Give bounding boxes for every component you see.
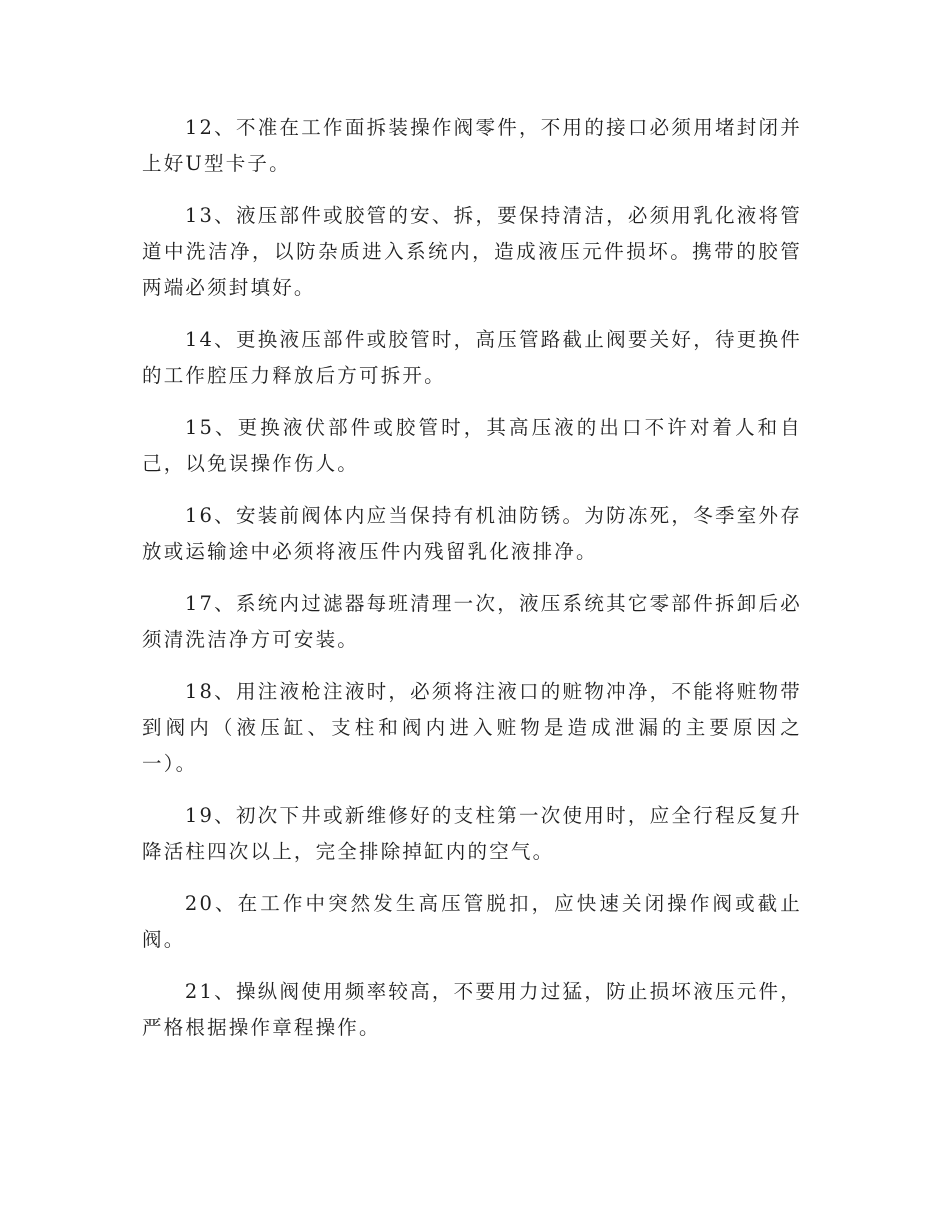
paragraph-15: 15、更换液伏部件或胶管时，其高压液的出口不许对着人和自己，以免误操作伤人。 — [142, 416, 802, 475]
paragraph-17: 17、系统内过滤器每班清理一次，液压系统其它零部件拆卸后必须清洗洁净方可安装。 — [142, 592, 802, 651]
paragraph-14: 14、更换液压部件或胶管时，高压管路截止阀要关好，待更换件的工作腔压力释放后方可拆开。 — [142, 328, 802, 387]
paragraph-12: 12、不准在工作面拆装操作阀零件，不用的接口必须用堵封闭并上好U型卡子。 — [142, 116, 802, 175]
paragraph-19: 19、初次下井或新维修好的支柱第一次使用时，应全行程反复升降活柱四次以上，完全排除掉缸内的空气。 — [142, 804, 802, 863]
paragraph-16: 16、安装前阀体内应当保持有机油防锈。为防冻死，冬季室外存放或运输途中必须将液压件内残留乳化液排净。 — [142, 504, 802, 563]
paragraph-13: 13、液压部件或胶管的安、拆，要保持清洁，必须用乳化液将管道中洗洁净，以防杂质进入系统内，造成液压元件损坏。携带的胶管两端必须封填好。 — [142, 204, 802, 299]
paragraph-21: 21、操纵阀使用频率较高，不要用力过猛，防止损坏液压元件，严格根据操作章程操作。 — [142, 980, 802, 1039]
document-body — [142, 110, 802, 1062]
paragraph-18: 18、用注液枪注液时，必须将注液口的赃物冲净，不能将赃物带到阀内（液压缸、支柱和阀内进入赃物是造成泄漏的主要原因之一）。 — [142, 680, 802, 775]
paragraph-20: 20、在工作中突然发生高压管脱扣，应快速关闭操作阀或截止阀。 — [142, 892, 802, 951]
